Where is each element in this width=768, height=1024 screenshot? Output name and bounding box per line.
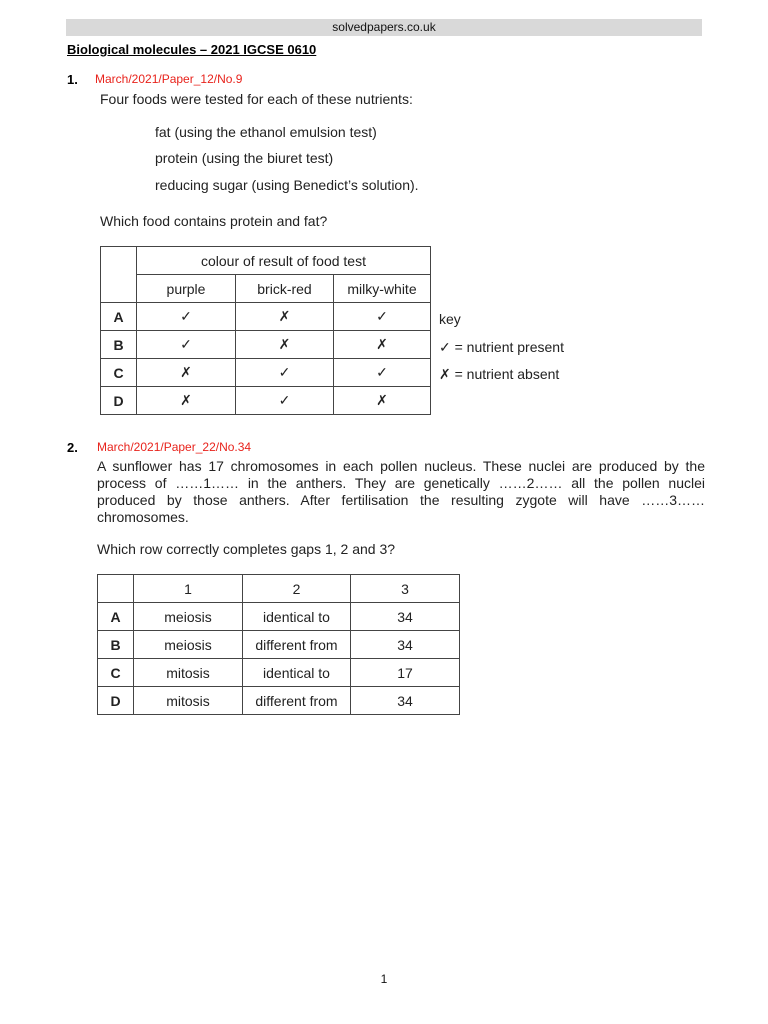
food-test-table (100, 246, 431, 415)
passage-line-3: produced by those anthers. After fertilisation the resulting zygote will have ……3…… (97, 492, 705, 508)
table-cell: different from (243, 687, 351, 715)
table-cell: ✗ (236, 303, 334, 331)
empty-corner-cell (98, 575, 134, 603)
table-cell: identical to (243, 603, 351, 631)
table-cell: 34 (351, 687, 460, 715)
table-row (101, 331, 431, 359)
row-label: D (98, 687, 134, 715)
question-2-prompt: Which row correctly completes gaps 1, 2 and 3? (97, 541, 396, 557)
row-label: A (98, 603, 134, 631)
question-2-reference: March/2021/Paper_22/No.34 (97, 440, 252, 454)
key-absent: ✗ = nutrient absent (439, 366, 560, 382)
row-label: A (101, 303, 137, 331)
table-cell: mitosis (134, 687, 243, 715)
table-cell: ✓ (334, 303, 431, 331)
column-header-brick-red: brick-red (236, 275, 334, 303)
site-header-bar (66, 19, 702, 36)
table-cell: ✓ (137, 303, 236, 331)
table-row (98, 631, 460, 659)
table-row (98, 603, 460, 631)
table-cell: 34 (351, 603, 460, 631)
column-header-gap-1: 1 (134, 575, 243, 603)
table-cell: ✓ (334, 359, 431, 387)
column-header-milky-white: milky-white (334, 275, 431, 303)
row-label: B (101, 331, 137, 359)
key-title: key (439, 311, 461, 327)
row-label: D (101, 387, 137, 415)
column-header-gap-3: 3 (351, 575, 460, 603)
table-header-row (98, 575, 460, 603)
nutrient-test-fat: fat (using the ethanol emulsion test) (155, 124, 377, 140)
table-cell: ✗ (334, 331, 431, 359)
table-row (98, 659, 460, 687)
passage-line-1: A sunflower has 17 chromosomes in each pollen nucleus. These nuclei are produced by the (97, 458, 705, 474)
table-cell: ✓ (236, 387, 334, 415)
table-cell: mitosis (134, 659, 243, 687)
table-header-row (101, 275, 431, 303)
nutrient-test-protein: protein (using the biuret test) (155, 150, 334, 166)
question-1-intro: Four foods were tested for each of these nutrients: (100, 91, 413, 107)
empty-corner-cell (101, 247, 137, 303)
table-row (101, 303, 431, 331)
row-label: C (101, 359, 137, 387)
table-cell: identical to (243, 659, 351, 687)
table-cell: 17 (351, 659, 460, 687)
table-cell: 34 (351, 631, 460, 659)
table-cell: different from (243, 631, 351, 659)
page-number: 1 (380, 972, 388, 986)
table-cell: ✗ (334, 387, 431, 415)
table-cell: meiosis (134, 631, 243, 659)
question-2-number: 2. (67, 440, 78, 455)
nutrient-test-reducing-sugar: reducing sugar (using Benedict’s solution). (155, 177, 419, 193)
table-cell: ✓ (137, 331, 236, 359)
table-cell: ✗ (236, 331, 334, 359)
table-cell: ✓ (236, 359, 334, 387)
group-header-cell: colour of result of food test (137, 247, 431, 275)
document-title: Biological molecules – 2021 IGCSE 0610 (67, 42, 317, 57)
gap-answer-table (97, 574, 460, 715)
question-1-number: 1. (67, 72, 78, 87)
question-1-reference: March/2021/Paper_12/No.9 (95, 72, 243, 86)
column-header-gap-2: 2 (243, 575, 351, 603)
table-cell: meiosis (134, 603, 243, 631)
table-cell: ✗ (137, 387, 236, 415)
column-header-purple: purple (137, 275, 236, 303)
passage-line-4: chromosomes. (97, 509, 189, 525)
table-cell: ✗ (137, 359, 236, 387)
row-label: B (98, 631, 134, 659)
row-label: C (98, 659, 134, 687)
site-name: solvedpapers.co.uk (332, 20, 436, 34)
table-header-row (101, 247, 431, 275)
table-row (101, 387, 431, 415)
table-row (101, 359, 431, 387)
key-present: ✓ = nutrient present (439, 339, 564, 355)
question-1-prompt: Which food contains protein and fat? (100, 213, 328, 229)
passage-line-2: process of ……1…… in the anthers. They are genetically ……2…… all the pollen nuclei (97, 475, 705, 491)
table-row (98, 687, 460, 715)
